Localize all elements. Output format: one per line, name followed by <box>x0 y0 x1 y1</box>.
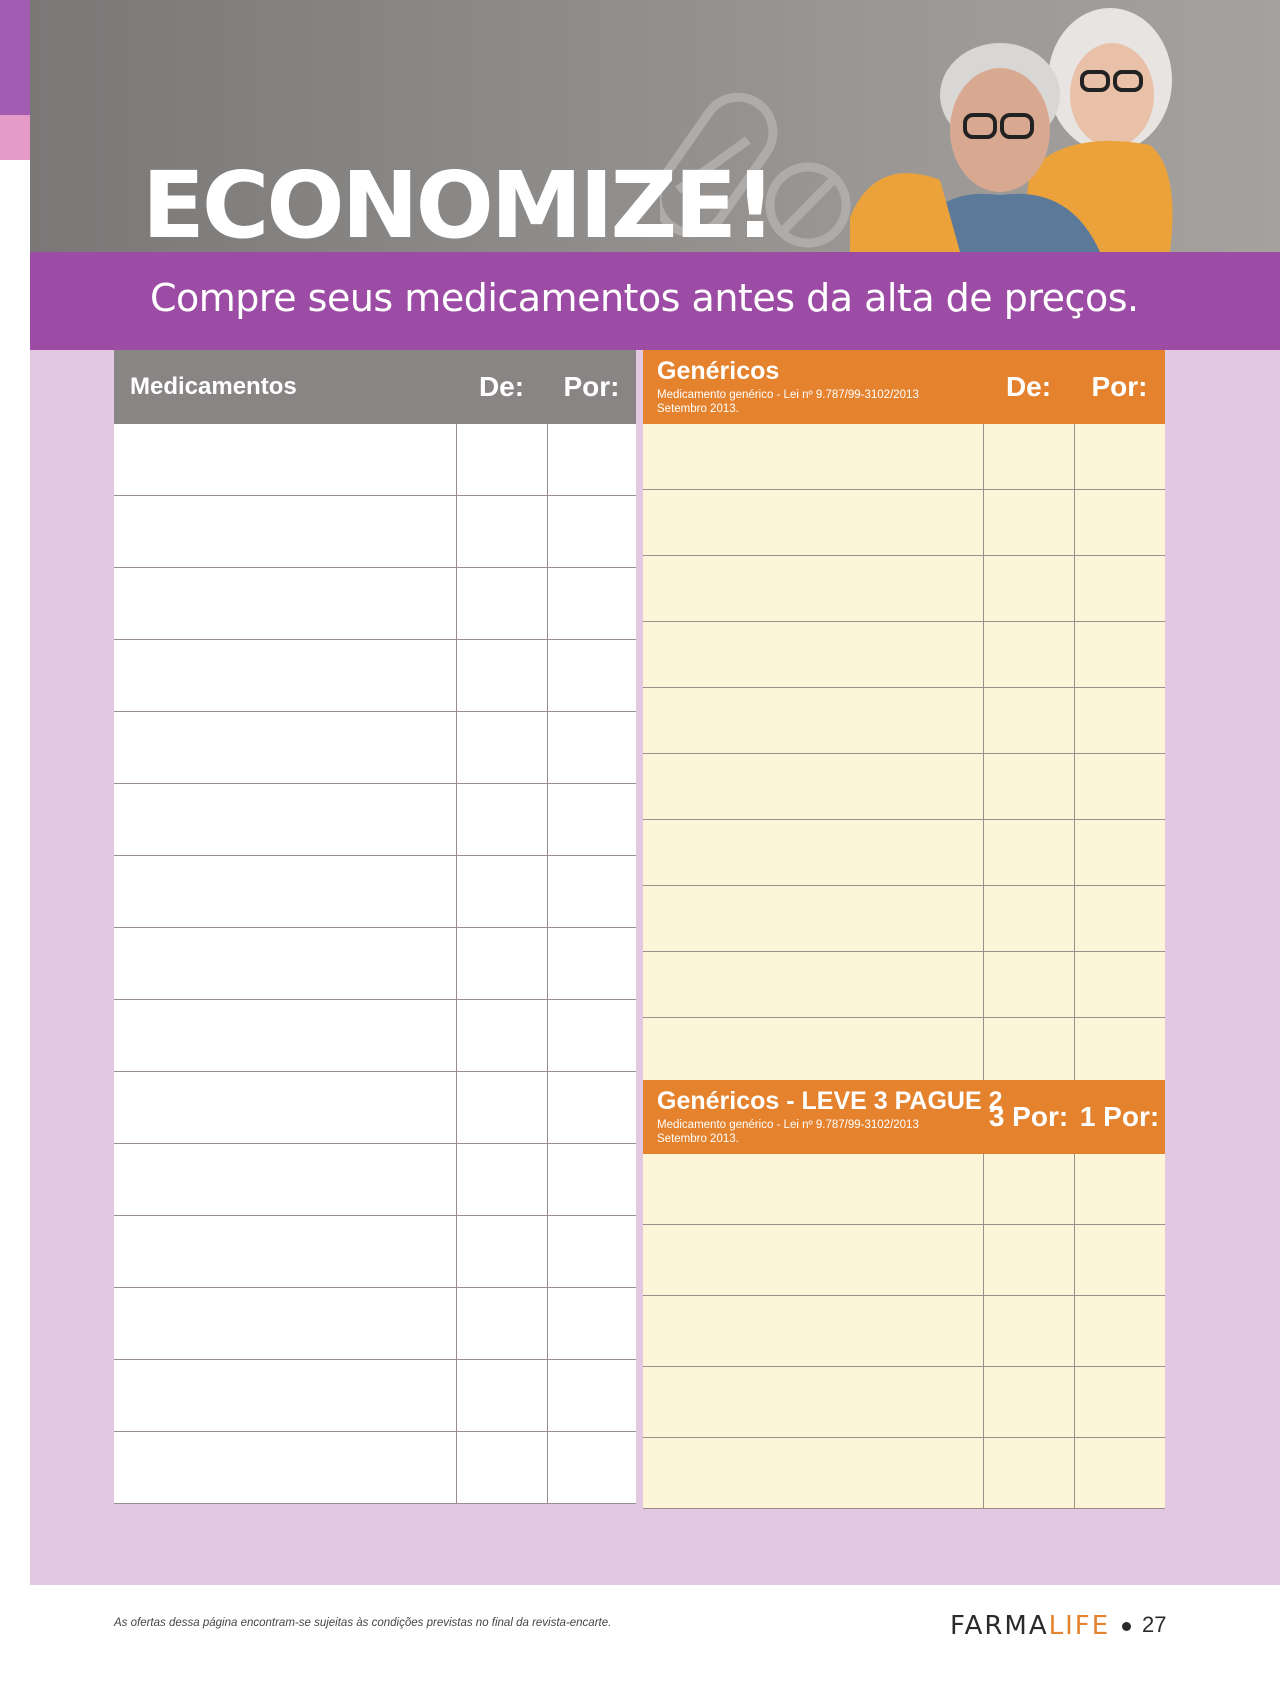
table-row <box>643 688 1165 754</box>
column-divider <box>983 1154 984 1509</box>
medications-table-header <box>114 350 636 424</box>
table-row <box>643 622 1165 688</box>
table-row <box>643 886 1165 952</box>
promo-title: Genéricos - LEVE 3 PAGUE 2 <box>657 1087 1003 1115</box>
table-row <box>114 928 636 1000</box>
header-por: Por: <box>563 371 620 402</box>
hero-title: ECONOMIZE! <box>142 152 774 252</box>
medications-table-body <box>114 424 636 1504</box>
promo-table-body <box>643 1154 1165 1509</box>
table-row <box>643 424 1165 490</box>
promo-note <box>657 1118 957 1147</box>
footer-disclaimer: As ofertas dessa página encontram-se sujeitas às condições previstas no final da revista-encarte. <box>114 1617 612 1629</box>
side-accent-purple <box>0 0 30 115</box>
table-row <box>643 1296 1165 1367</box>
table-row <box>114 1432 636 1504</box>
table-row <box>114 784 636 856</box>
table-row <box>114 712 636 784</box>
medications-table <box>114 350 636 1504</box>
table-row <box>114 1360 636 1432</box>
table-row <box>114 1216 636 1288</box>
table-row <box>114 856 636 928</box>
promo-header-1-por: 1 Por: <box>1079 1101 1160 1132</box>
promo-table <box>643 1080 1165 1509</box>
brand-logo <box>950 1611 1110 1641</box>
generics-header-de: De: <box>1005 371 1052 402</box>
table-row <box>643 490 1165 556</box>
table-row <box>643 1225 1165 1296</box>
table-row <box>643 1367 1165 1438</box>
header-medicamentos: Medicamentos <box>130 373 297 400</box>
table-row <box>114 640 636 712</box>
table-row <box>114 496 636 568</box>
generics-note-line1: Medicamento genérico - Lei nº 9.787/99-3102/2013 <box>657 389 919 401</box>
table-row <box>114 1144 636 1216</box>
promo-table-header <box>643 1080 1165 1154</box>
couple-photo <box>850 0 1230 252</box>
table-row <box>643 1154 1165 1225</box>
table-row <box>643 820 1165 886</box>
table-row <box>643 1018 1165 1084</box>
table-row <box>643 1438 1165 1509</box>
table-row <box>114 1288 636 1360</box>
promo-note-line2: Setembro 2013. <box>657 1133 739 1146</box>
generics-table-body <box>643 424 1165 1084</box>
table-row <box>114 1000 636 1072</box>
table-row <box>114 424 636 496</box>
generics-note-line2: Setembro 2013. <box>657 403 739 416</box>
promo-header-3-por: 3 Por: <box>988 1101 1069 1132</box>
banner-subtitle: Compre seus medicamentos antes da alta de preços. <box>150 276 1139 320</box>
table-row <box>643 556 1165 622</box>
table-row <box>643 754 1165 820</box>
generics-title: Genéricos <box>657 357 780 385</box>
hero-banner <box>30 0 1280 252</box>
column-divider <box>1074 1154 1075 1509</box>
table-row <box>114 568 636 640</box>
bullet-separator <box>1122 1622 1131 1631</box>
generics-note <box>657 388 957 417</box>
brand-farma: FARMA <box>950 1611 1049 1641</box>
side-accent-pink <box>0 115 30 160</box>
table-row <box>114 1072 636 1144</box>
subtitle-banner <box>30 252 1280 350</box>
generics-table <box>643 350 1165 1084</box>
generics-table-header <box>643 350 1165 424</box>
promo-note-line1: Medicamento genérico - Lei nº 9.787/99-3102/2013 <box>657 1119 919 1131</box>
generics-header-por: Por: <box>1091 371 1148 402</box>
brand-life: LIFE <box>1048 1611 1111 1641</box>
table-row <box>643 952 1165 1018</box>
column-divider <box>1074 424 1075 1084</box>
column-divider <box>983 424 984 1084</box>
header-de: De: <box>478 371 525 402</box>
page-number: 27 <box>1142 1612 1167 1637</box>
